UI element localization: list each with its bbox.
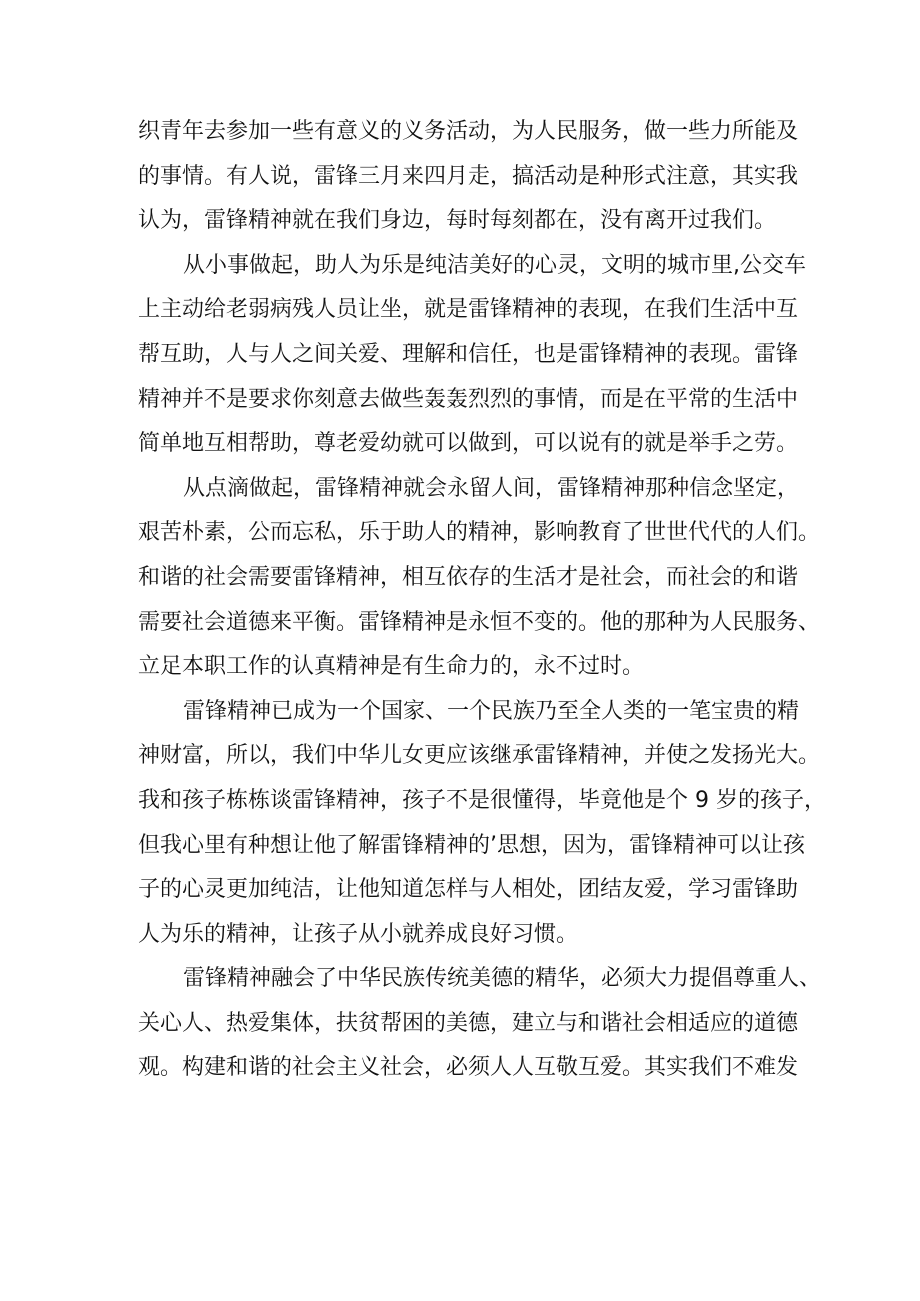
- text-line: 观。构建和谐的社会主义社会，必须人人互敬互爱。其实我们不难发: [138, 1055, 799, 1081]
- paragraph-2: [138, 244, 806, 467]
- text-line: 我和孩子栋栋谈雷锋精神，孩子不是很懂得，毕竟他是个 9 岁的孩子，: [138, 787, 826, 813]
- text-line: 子的心灵更加纯洁，让他知道怎样与人相处，团结友爱，学习雷锋助: [138, 877, 799, 903]
- paragraph-3: [138, 467, 821, 690]
- paragraph-5: [138, 957, 822, 1091]
- document-body: [138, 110, 826, 1091]
- text-line: 上主动给老弱病残人员让坐，就是雷锋精神的表现，在我们生活中互: [138, 297, 799, 323]
- text-line: 简单地互相帮助，尊老爱幼就可以做到，可以说有的就是举手之劳。: [138, 431, 799, 457]
- text-line: 织青年去参加一些有意义的义务活动，为人民服务，做一些力所能及: [138, 119, 799, 144]
- text-line: 和谐的社会需要雷锋精神，相互依存的生活才是社会，而社会的和谐: [138, 564, 799, 590]
- text-line: 神财富，所以，我们中华儿女更应该继承雷锋精神，并使之发扬光大。: [138, 743, 821, 769]
- text-line: 从小事做起，助人为乐是纯洁美好的心灵，文明的城市里,公交车: [183, 252, 806, 278]
- paragraph-1: [138, 110, 798, 244]
- text-line: 从点滴做起，雷锋精神就会永留人间，雷锋精神那种信念坚定，: [183, 475, 800, 501]
- text-line: 认为，雷锋精神就在我们身边，每时每刻都在，没有离开过我们。: [138, 208, 777, 234]
- text-line: 立足本职工作的认真精神是有生命力的，永不过时。: [138, 654, 645, 680]
- text-line: 雷锋精神已成为一个国家、一个民族乃至全人类的一笔宝贵的精: [183, 698, 800, 724]
- text-line: 艰苦朴素，公而忘私，乐于助人的精神，影响教育了世世代代的人们。: [138, 520, 821, 546]
- paragraph-4: [138, 690, 826, 958]
- text-line: 帮互助，人与人之间关爱、理解和信任，也是雷锋精神的表现。雷锋: [138, 341, 799, 367]
- text-line: 人为乐的精神，让孩子从小就养成良好习惯。: [138, 921, 579, 947]
- text-line: 雷锋精神融会了中华民族传统美德的精华，必须大力提倡尊重人、: [183, 966, 822, 992]
- text-line: 关心人、热爱集体，扶贫帮困的美德，建立与和谐社会相适应的道德: [138, 1010, 799, 1036]
- text-line: 需要社会道德来平衡。雷锋精神是永恒不变的。他的那种为人民服务、: [138, 609, 821, 635]
- text-line: 但我心里有种想让他了解雷锋精神的’思想，因为，雷锋精神可以让孩: [138, 832, 805, 858]
- text-line: 精神并不是要求你刻意去做些轰轰烈烈的事情，而是在平常的生活中: [138, 386, 799, 412]
- text-line: 的事情。有人说，雷锋三月来四月走，搞活动是种形式注意，其实我: [138, 163, 799, 189]
